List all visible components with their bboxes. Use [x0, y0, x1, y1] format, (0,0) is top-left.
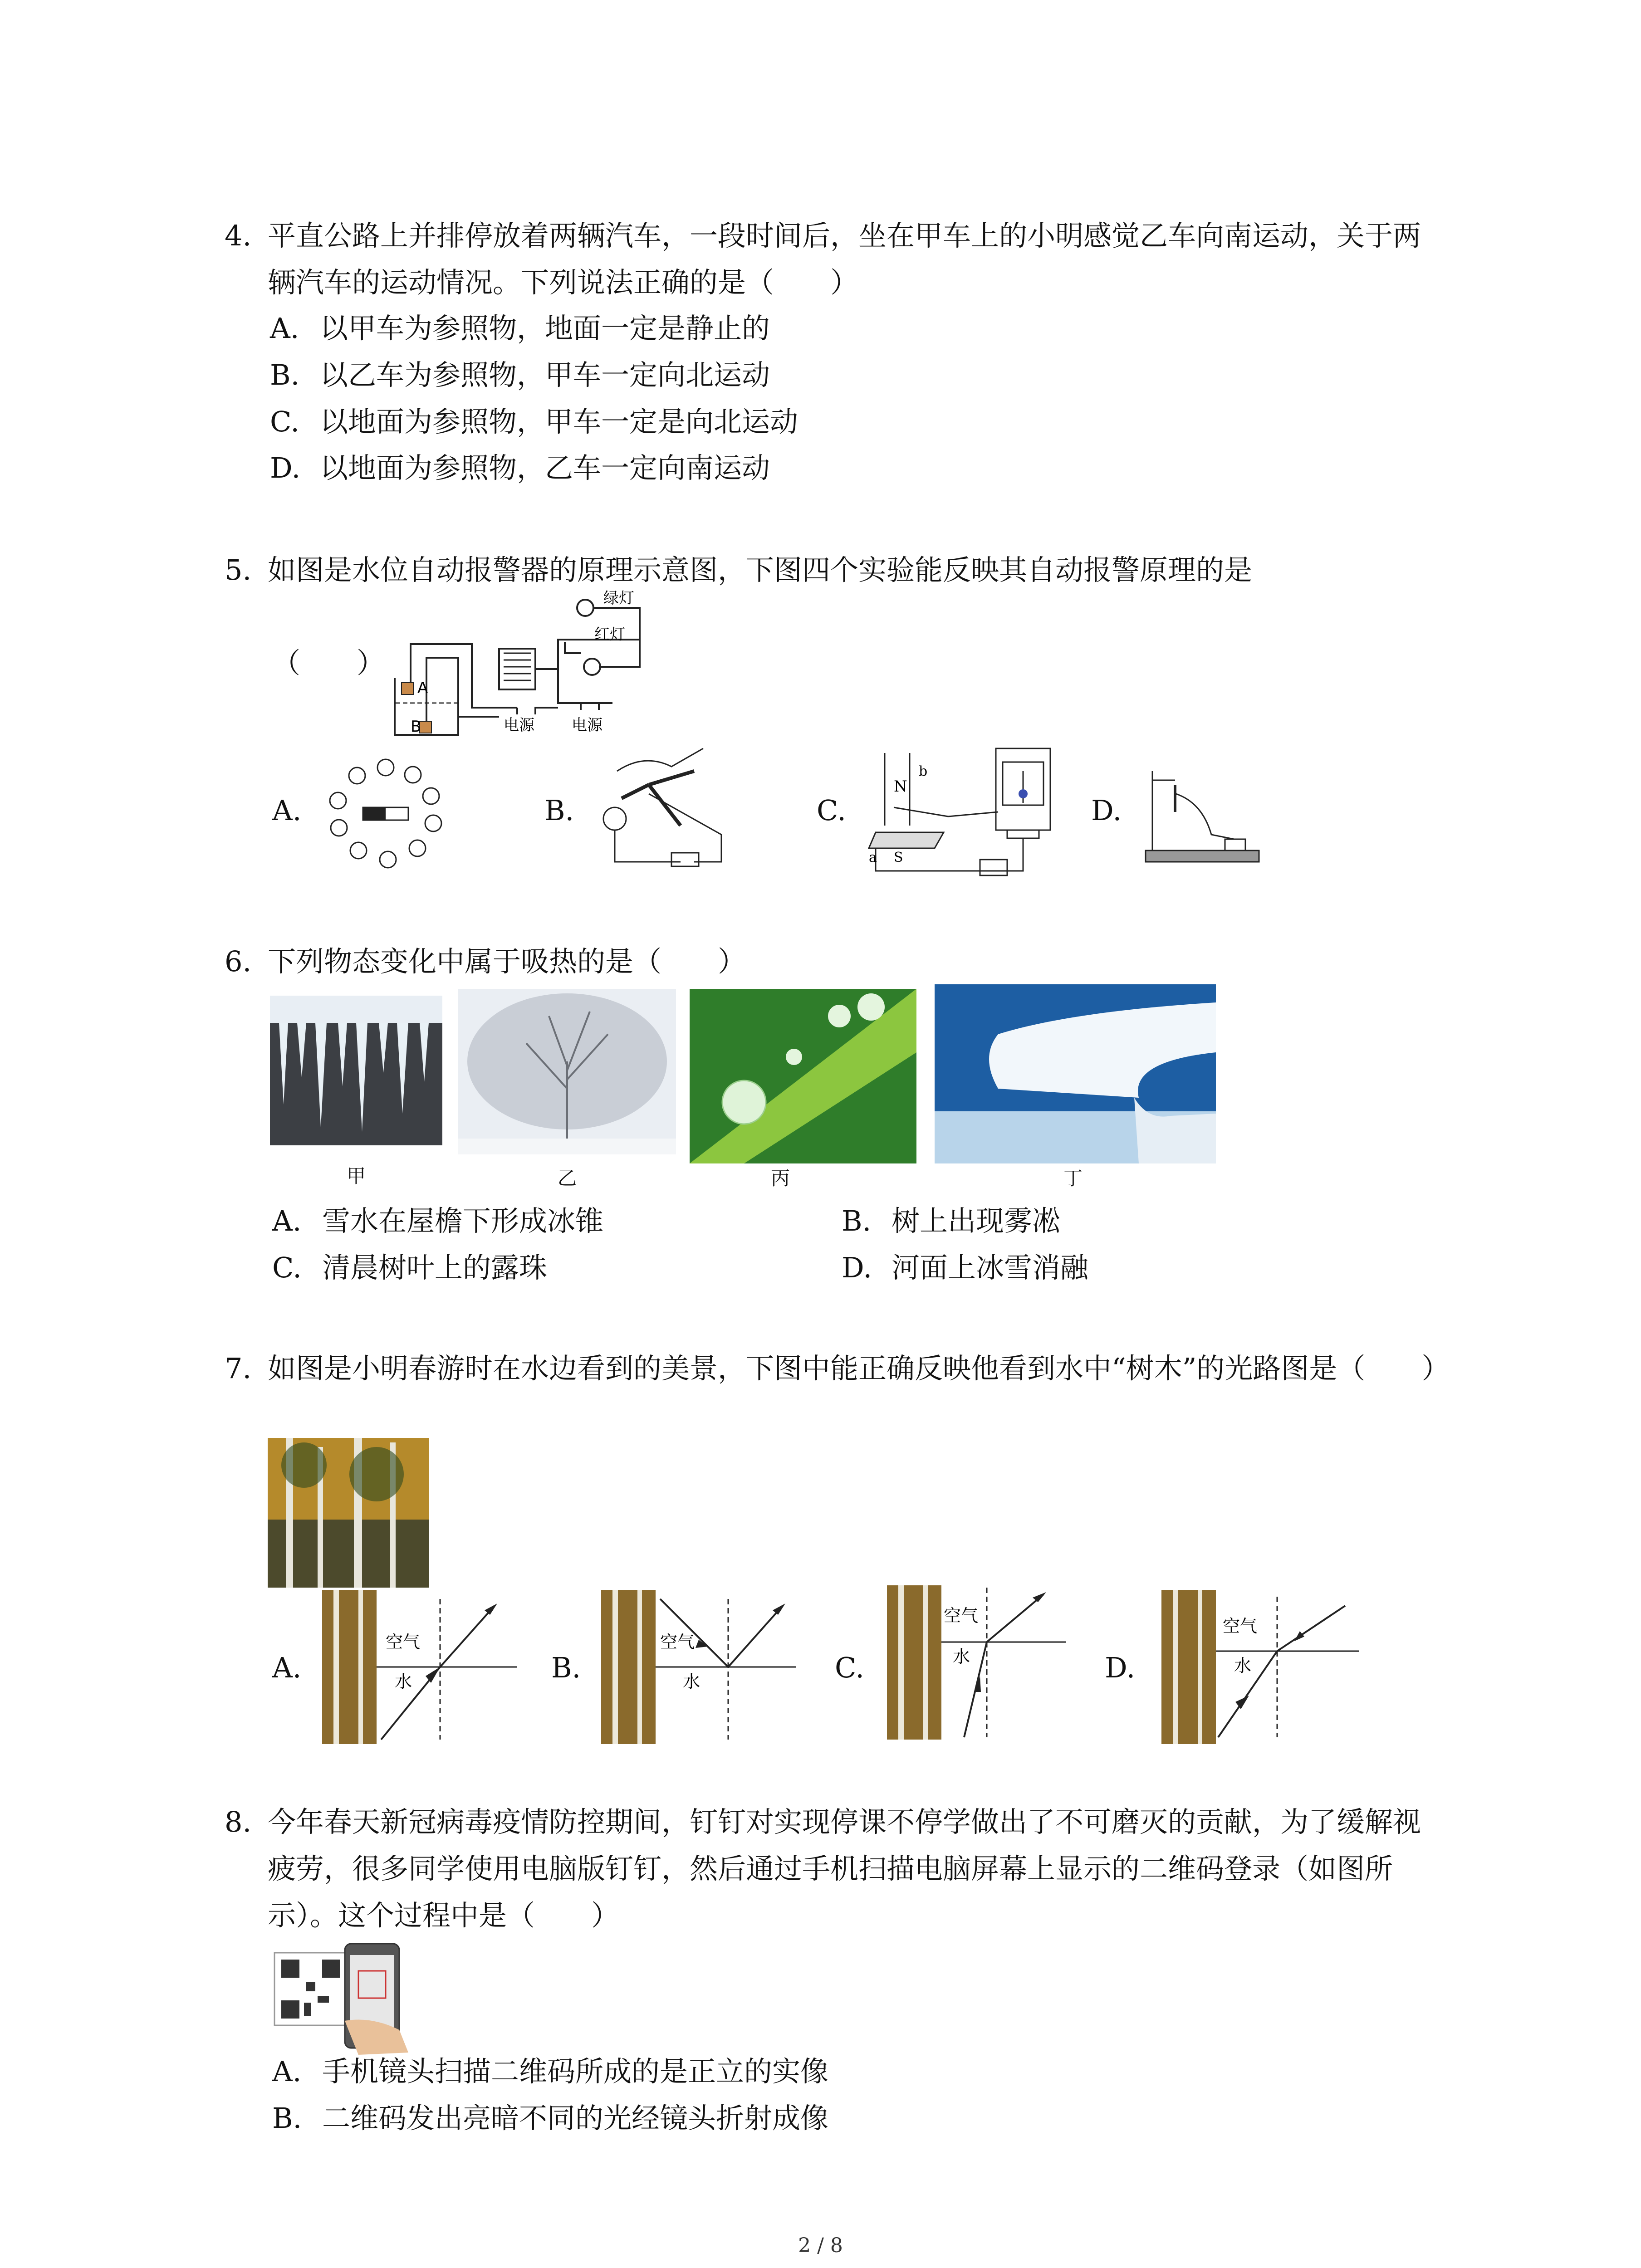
- q7-option-a: A.: [272, 1651, 302, 1684]
- q5-option-d: D.: [1091, 794, 1122, 827]
- melting-ice-image: [935, 984, 1216, 1163]
- label-a: A: [417, 679, 428, 697]
- q5-option-a: A.: [272, 794, 302, 827]
- caption-bing: 丙: [770, 1167, 790, 1189]
- question-4: [225, 212, 1440, 306]
- q5-option-b: B.: [544, 794, 574, 827]
- question-8: [225, 1799, 1440, 1939]
- air-label: 空气: [386, 1632, 421, 1652]
- galvanometer-figure: [867, 744, 1066, 885]
- lakeside-trees-photo: [268, 1438, 429, 1588]
- question-number: 5.: [225, 553, 252, 587]
- question-number: 7.: [225, 1352, 252, 1385]
- question-5: [225, 547, 1440, 593]
- question-stem: 如图是小明春游时在水边看到的美景，下图中能正确反映他看到水中“树木”的光路图是（ ）: [268, 1352, 1450, 1385]
- q7-option-b: B.: [551, 1651, 581, 1684]
- light-path-diagram-c: [885, 1583, 1066, 1742]
- dewdrop-leaf-image: [690, 989, 916, 1163]
- q5-answer-paren: （ ）: [272, 646, 385, 679]
- q4-option-b: B. 以乙车为参照物，甲车一定向北运动: [270, 358, 770, 391]
- question-stem: 如图是水位自动报警器的原理示意图，下图四个实验能反映其自动报警原理的是: [268, 553, 1253, 587]
- question-6: [225, 938, 1440, 985]
- generator-figure: [590, 744, 735, 885]
- q7-option-c: C.: [835, 1651, 864, 1684]
- q5-option-c: C.: [817, 794, 846, 827]
- water-label: 水: [1234, 1656, 1252, 1676]
- frost-tree-image: [458, 989, 676, 1154]
- question-stem: 下列物态变化中属于吸热的是（ ）: [268, 945, 746, 978]
- power-label-2: 电源: [572, 716, 603, 734]
- q6-option-b: B. 树上出现雾凇: [842, 1204, 1061, 1237]
- red-lamp-label: 红灯: [594, 626, 625, 644]
- pole-s-label: S: [894, 850, 903, 865]
- compass-ring-figure: [324, 758, 447, 871]
- q4-option-a: A. 以甲车为参照物，地面一定是静止的: [270, 312, 770, 345]
- air-label: 空气: [944, 1606, 979, 1626]
- water-label: 水: [395, 1672, 412, 1691]
- question-number: 4.: [225, 219, 252, 252]
- q6-option-d: D. 河面上冰雪消融: [842, 1251, 1089, 1284]
- power-label-1: 电源: [504, 716, 534, 734]
- q4-option-c: C. 以地面为参照物，甲车一定是向北运动: [270, 405, 798, 438]
- q6-option-a: A. 雪水在屋檐下形成冰锥: [272, 1204, 604, 1237]
- green-lamp-label: 绿灯: [603, 590, 634, 607]
- label-b: B: [411, 718, 421, 736]
- pole-n-label: N: [894, 777, 907, 796]
- q6-option-c: C. 清晨树叶上的露珠: [272, 1251, 548, 1284]
- qr-scan-figure: [272, 1939, 422, 2057]
- caption-jia: 甲: [346, 1165, 366, 1187]
- caption-yi: 乙: [557, 1167, 577, 1189]
- q8-option-b: B. 二维码发出亮暗不同的光经镜头折射成像: [272, 2102, 829, 2135]
- question-stem: 今年春天新冠病毒疫情防控期间，钉钉对实现停课不停学做出了不可磨灭的贡献，为了缓解视疲劳，很多同学使用电脑版钉钉，然后通过手机扫描电脑屏幕上显示的二维码登录（如图所示）。这个过程中是（ ）: [268, 1805, 1421, 1932]
- air-label: 空气: [660, 1632, 695, 1652]
- caption-ding: 丁: [1063, 1167, 1083, 1189]
- q7-option-d: D.: [1105, 1651, 1136, 1684]
- q4-option-d: D. 以地面为参照物，乙车一定向南运动: [270, 451, 770, 484]
- page-number: 2 / 8: [798, 2234, 843, 2257]
- light-path-diagram-b: [597, 1590, 796, 1744]
- water-label: 水: [953, 1647, 970, 1667]
- coil-stand-figure: [1143, 767, 1261, 866]
- light-path-diagram-d: [1159, 1588, 1359, 1744]
- water-level-alarm-diagram: [386, 590, 667, 744]
- label-a-lower: a: [869, 850, 877, 865]
- label-b-lower: b: [919, 763, 928, 779]
- q8-option-a: A. 手机镜头扫描二维码所成的是正立的实像: [272, 2055, 829, 2088]
- question-stem: 平直公路上并排停放着两辆汽车，一段时间后，坐在甲车上的小明感觉乙车向南运动，关于两辆汽车的运动情况。下列说法正确的是（ ）: [268, 219, 1421, 299]
- icicles-image: [270, 996, 442, 1145]
- air-label: 空气: [1223, 1616, 1258, 1636]
- question-7: [225, 1345, 1450, 1392]
- question-number: 8.: [225, 1805, 252, 1838]
- water-label: 水: [683, 1672, 700, 1691]
- question-number: 6.: [225, 945, 252, 978]
- light-path-diagram-a: [318, 1590, 517, 1744]
